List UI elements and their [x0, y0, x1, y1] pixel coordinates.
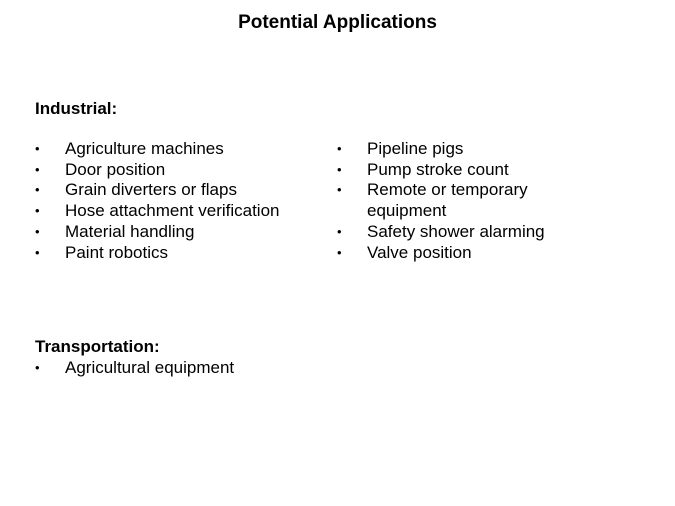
bullet-icon: •	[35, 360, 40, 375]
list-item-label: Safety shower alarming	[367, 221, 545, 241]
list-item	[337, 243, 557, 264]
list-item	[35, 243, 330, 264]
bullet-icon: •	[337, 244, 342, 260]
list-item	[337, 139, 557, 160]
bullet-icon: •	[35, 161, 40, 177]
list-item	[35, 201, 330, 222]
list-item	[337, 180, 557, 221]
list-item-label: Pipeline pigs	[367, 139, 464, 158]
list-item	[337, 222, 557, 243]
slide-title: Potential Applications	[238, 12, 437, 33]
list-item-label: Hose attachment verification	[65, 201, 280, 221]
list-item	[35, 222, 330, 243]
list-item-label: Material handling	[65, 221, 195, 241]
list-item	[35, 139, 330, 160]
industrial-list-left	[35, 139, 330, 263]
list-item-label: Door position	[65, 159, 166, 179]
bullet-icon: •	[337, 161, 342, 177]
bullet-icon: •	[35, 141, 40, 156]
bullet-icon: •	[337, 182, 342, 198]
bullet-icon: •	[337, 141, 342, 156]
industrial-heading: Industrial:	[35, 99, 118, 118]
list-item	[35, 160, 330, 181]
transportation-list	[35, 358, 335, 379]
list-item-label: Remote or temporary equipment	[367, 180, 528, 221]
bullet-icon: •	[35, 223, 40, 239]
bullet-icon: •	[35, 203, 40, 219]
transportation-heading: Transportation:	[35, 337, 160, 356]
list-item-label: Agricultural equipment	[65, 358, 235, 377]
list-item-label: Pump stroke count	[367, 159, 509, 179]
list-item-label: Paint robotics	[65, 242, 168, 262]
industrial-list-right	[337, 139, 557, 263]
list-item-label: Agriculture machines	[65, 139, 224, 158]
bullet-icon: •	[35, 182, 40, 198]
list-item-label: Valve position	[367, 242, 472, 262]
bullet-icon: •	[337, 223, 342, 239]
list-item	[337, 160, 557, 181]
list-item	[35, 180, 330, 201]
list-item-label: Grain diverters or flaps	[65, 180, 237, 200]
bullet-icon: •	[35, 244, 40, 260]
list-item	[35, 358, 335, 379]
